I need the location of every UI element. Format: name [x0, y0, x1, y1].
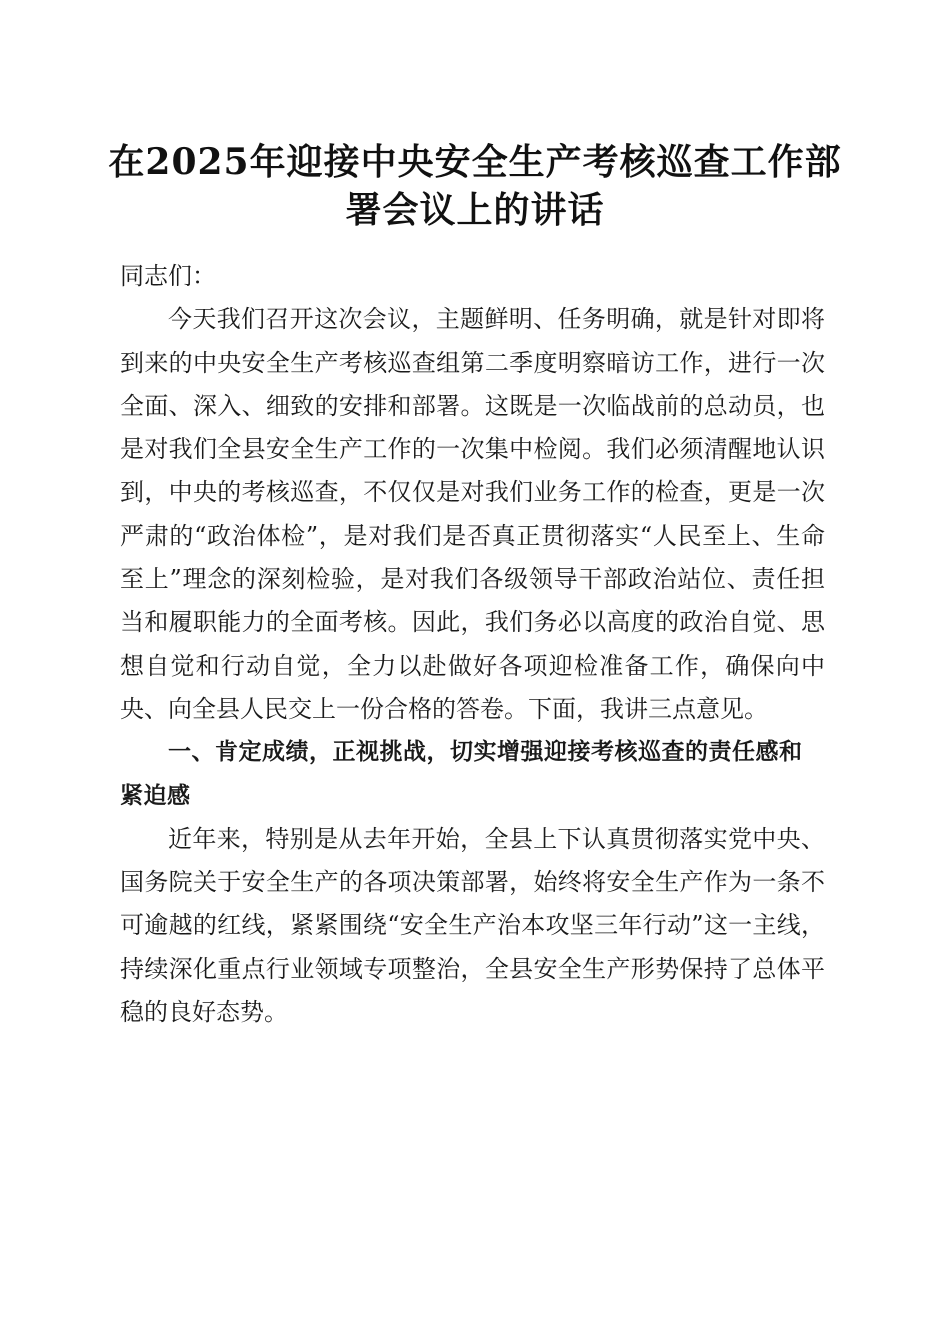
document-body: [120, 255, 825, 1034]
title-line-2: 署会议上的讲话: [345, 189, 605, 231]
section-1-paragraph: 近年来，特别是从去年开始，全县上下认真贯彻落实党中央、国务院关于安全生产的各项决策部署，始终将安全生产作为一条不可逾越的红线，紧紧围绕“安全生产治本攻坚三年行动”这一主线，持续深化重点行业领域专项整治，全县安全生产形势保持了总体平稳的良好态势。: [120, 824, 825, 1027]
salutation: 同志们：: [120, 262, 216, 290]
document-title: [100, 138, 850, 234]
section-heading-1: 一、肯定成绩，正视挑战，切实增强迎接考核巡查的责任感和紧迫感: [120, 739, 803, 809]
intro-paragraph: 今天我们召开这次会议，主题鲜明、任务明确，就是针对即将到来的中央安全生产考核巡查组第二季度明察暗访工作，进行一次全面、深入、细致的安排和部署。这既是一次临战前的总动员，也是对我们全县安全生产工作的一次集中检阅。我们必须清醒地认识到，中央的考核巡查，不仅仅是对我们业务工作的检查，更是一次严肃的“政治体检”，是对我们是否真正贯彻落实“人民至上、生命至上”理念的深刻检验，是对我们各级领导干部政治站位、责任担当和履职能力的全面考核。因此，我们务必以高度的政治自觉、思想自觉和行动自觉，全力以赴做好各项迎检准备工作，确保向中央、向全县人民交上一份合格的答卷。下面，我讲三点意见。: [120, 305, 825, 723]
title-line-1: 在2025年迎接中央安全生产考核巡查工作部: [108, 141, 842, 183]
